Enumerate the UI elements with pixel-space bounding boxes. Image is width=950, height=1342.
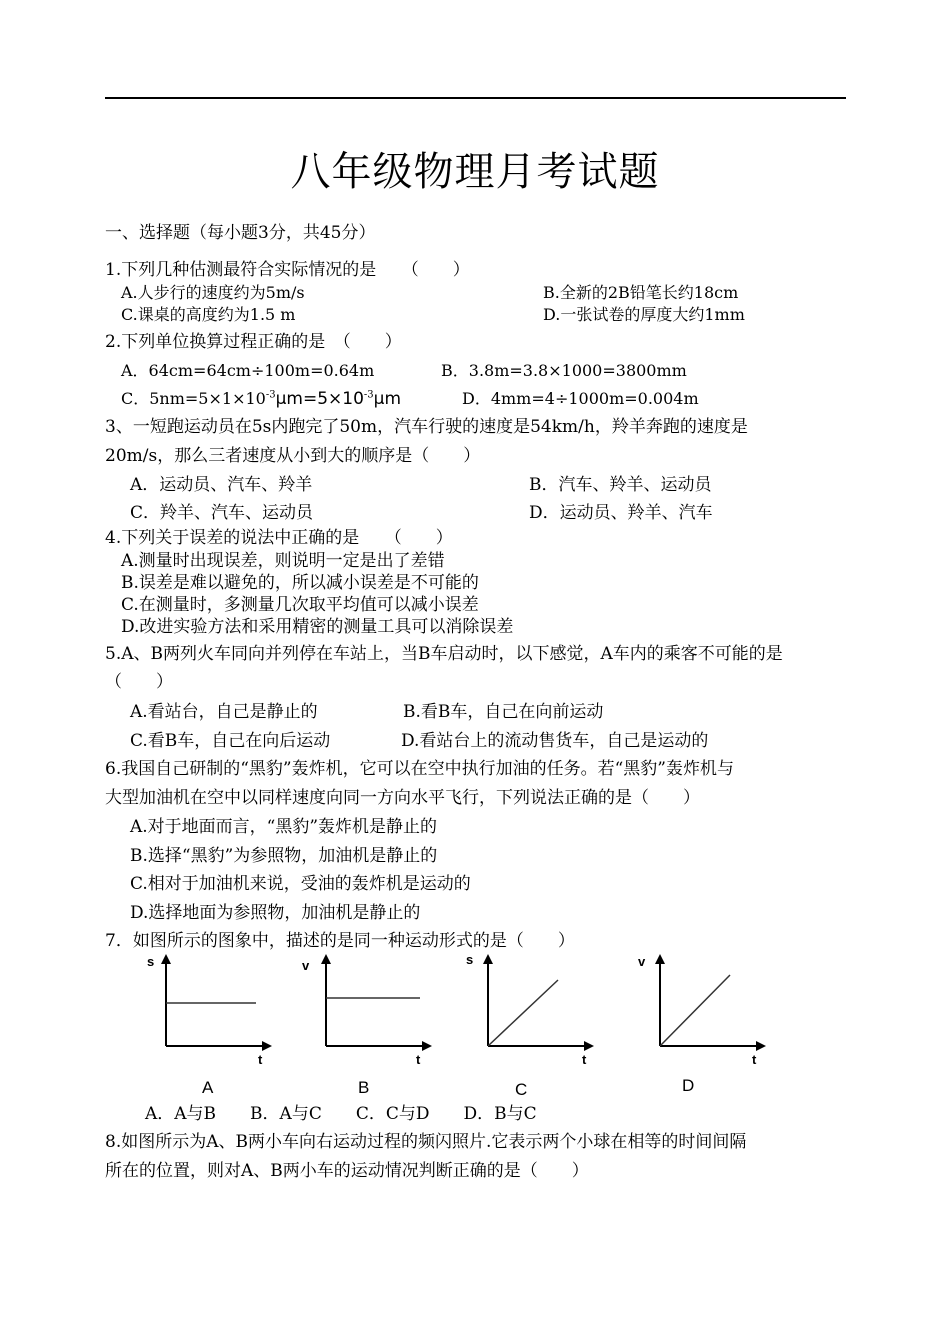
q1-option-a: A.人步行的速度约为5m/s [121,283,305,302]
q6-stem-line2: 大型加油机在空中以同样速度向同一方向水平飞行，下列说法正确的是（ ） [105,788,700,808]
q5-option-a: A.看站台，自己是静止的 [130,702,318,722]
graph-c-line [488,980,558,1046]
q1-option-c: C.课桌的高度约为1.5 m [121,305,296,324]
graph-b-x-arrow [422,1041,432,1051]
q3-stem-line1: 3、一短跑运动员在5s内跑完了50m，汽车行驶的速度是54km/h，羚羊奔跑的速度是 [105,417,748,437]
graph-d-label: D [682,1076,695,1095]
graph-b-y-arrow [321,954,331,964]
graph-d-x-arrow [756,1041,766,1051]
graph-d-line [660,975,730,1046]
graph-a-y-arrow [161,954,171,964]
graph-d-y-label: v [638,954,646,969]
q7-graph-c [462,950,602,1100]
graph-c-x-label: t [582,1052,587,1065]
graph-c-x-arrow [584,1041,594,1051]
q6-option-b: B.选择“黑豹”为参照物，加油机是静止的 [130,846,438,866]
graph-a-x-label: t [258,1052,263,1065]
q8-stem-line1: 8.如图所示为A、B两小车向右运动过程的频闪照片.它表示两个小球在相等的时间间隔 [105,1132,747,1152]
graph-b-svg [298,950,438,1065]
q2-option-a: A．64cm=64cm÷100m=0.64m [121,361,375,380]
q2-option-d: D．4mm=4÷1000m=0.004m [462,389,699,408]
graph-c-y-arrow [483,954,493,964]
graph-b-y-label: v [302,958,310,973]
header-rule [105,97,846,99]
q5-stem-line2: （ ） [105,672,173,692]
graph-d-svg [632,950,772,1065]
q4-option-d: D.改进实验方法和采用精密的测量工具可以消除误差 [121,617,514,637]
graph-b-label: B [358,1078,370,1097]
graph-d-x-label: t [752,1052,757,1065]
q6-option-c: C.相对于加油机来说，受油的轰炸机是运动的 [130,874,471,894]
q1-stem: 1.下列几种估测最符合实际情况的是 （ ） [105,260,470,280]
q3-option-d: D．运动员、羚羊、汽车 [529,503,713,523]
graph-a-y-label: s [147,954,155,969]
q3-stem-line2: 20m/s，那么三者速度从小到大的顺序是（ ） [105,446,481,466]
q5-option-c: C.看B车，自己在向后运动 [130,731,331,751]
q3-option-b: B．汽车、羚羊、运动员 [529,475,712,495]
graph-b-x-label: t [416,1052,421,1065]
page-title: 八年级物理月考试题 [290,149,660,195]
q3-option-c: C．羚羊、汽车、运动员 [130,503,314,523]
q5-stem-line1: 5.A、B两列火车同向并列停在车站上，当B车启动时，以下感觉，A车内的乘客不可能的是 [105,644,783,664]
q2-option-b: B．3.8m=3.8×1000=3800mm [441,361,687,380]
q5-option-d: D.看站台上的流动售货车，自己是运动的 [401,731,709,751]
q7-graph-a [140,950,280,1100]
q7-options: A．A与B B．A与C C．C与D D．B与C [145,1104,537,1124]
graph-a-label: A [202,1078,214,1097]
q6-option-a: A.对于地面而言，“黑豹”轰炸机是静止的 [130,817,438,837]
q8-stem-line2: 所在的位置，则对A、B两小车的运动情况判断正确的是（ ） [105,1161,589,1181]
q4-option-c: C.在测量时，多测量几次取平均值可以减小误差 [121,595,479,615]
graph-d-y-arrow [655,954,665,964]
q5-option-b: B.看B车，自己在向前运动 [403,702,604,722]
q4-option-a: A.测量时出现误差，则说明一定是出了差错 [121,551,445,571]
q6-option-d: D.选择地面为参照物，加油机是静止的 [130,903,421,923]
q7-stem: 7．如图所示的图象中，描述的是同一种运动形式的是（ ） [105,931,575,951]
graph-a-x-arrow [262,1041,272,1051]
q7-graph-b [298,950,438,1100]
q2-stem: 2.下列单位换算过程正确的是 （ ） [105,332,402,352]
q2-option-c: C．$5nm=5\times 1\times 10^{-3}\mu m=5\times 10^{-3}\mu m$ [121,389,402,409]
graph-c-label: C [515,1080,528,1099]
q1-option-d: D.一张试卷的厚度大约1mm [543,305,745,324]
q7-graph-d [632,950,772,1100]
q4-stem: 4.下列关于误差的说法中正确的是 （ ） [105,528,453,548]
q6-stem-line1: 6.我国自己研制的“黑豹”轰炸机，它可以在空中执行加油的任务。若“黑豹”轰炸机与 [105,759,734,779]
graph-a-svg [140,950,280,1065]
graph-c-y-label: s [466,952,474,967]
section-heading: 一、选择题（每小题3分，共45分） [105,223,376,243]
q1-option-b: B.全新的2B铅笔长约18cm [543,283,739,302]
q3-option-a: A．运动员、汽车、羚羊 [130,475,313,495]
q4-option-b: B.误差是难以避免的，所以减小误差是不可能的 [121,573,479,593]
graph-c-svg [462,950,602,1065]
